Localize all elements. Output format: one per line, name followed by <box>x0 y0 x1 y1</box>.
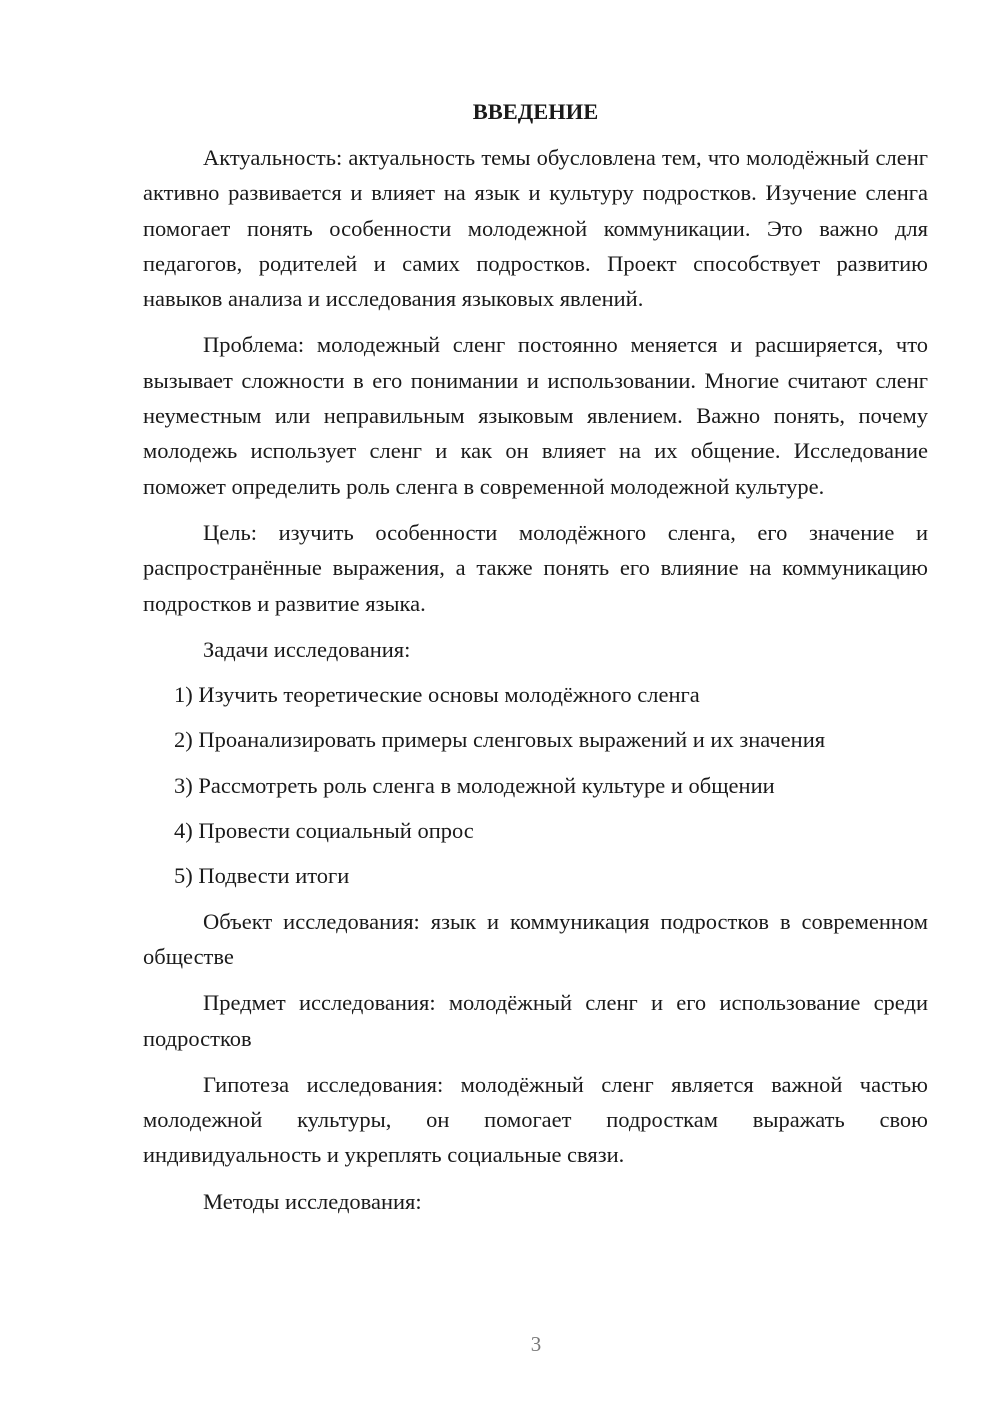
list-item: 1) Изучить теоретические основы молодёжного сленга <box>174 682 700 708</box>
list-item: 2) Проанализировать примеры сленговых выражений и их значения <box>174 727 826 753</box>
subject-paragraph: Предмет исследования: молодёжный сленг и его использование среди подростков <box>143 990 928 1051</box>
object-paragraph: Объект исследования: язык и коммуникация подростков в современном обществе <box>143 908 928 969</box>
list-item: 3) Рассмотреть роль сленга в молодежной культуре и общении <box>174 772 775 798</box>
problem-paragraph: Проблема: молодежный сленг постоянно меняется и расширяется, что вызывает сложности в его понимании и использовании. Многие считают сленг неуместным или неправильным языковым явлением. Важно понять, почему молодежь использует сленг и как он влияет на их общение. Исследование поможет определить роль сленга в современной молодежной культуре. <box>143 332 928 499</box>
page-title: ВВЕДЕНИЕ <box>472 99 599 124</box>
tasks-heading: Задачи исследования: <box>203 636 411 662</box>
page-number: 3 <box>530 1332 542 1356</box>
page-content <box>143 96 928 1230</box>
tasks-list <box>143 677 928 893</box>
hypothesis-paragraph: Гипотеза исследования: молодёжный сленг является важной частью молодежной культуры, он помогает подросткам выражать свою индивидуальность и укреплять социальные связи. <box>143 1071 928 1168</box>
methods-heading: Методы исследования: <box>203 1188 422 1214</box>
list-item: 4) Провести социальный опрос <box>174 818 474 844</box>
list-item: 5) Подвести итоги <box>174 863 350 889</box>
relevance-paragraph: Актуальность: актуальность темы обусловлена тем, что молодёжный сленг активно развивается и влияет на язык и культуру подростков. Изучение сленга помогает понять особенности молодежной коммуникации. Это важно для педагогов, родителей и самих подростков. Проект способствует развитию навыков анализа и исследования языковых явлений. <box>143 145 928 312</box>
goal-paragraph: Цель: изучить особенности молодёжного сленга, его значение и распространённые выражения, а также понять его влияние на коммуникацию подростков и развитие языка. <box>143 519 928 616</box>
